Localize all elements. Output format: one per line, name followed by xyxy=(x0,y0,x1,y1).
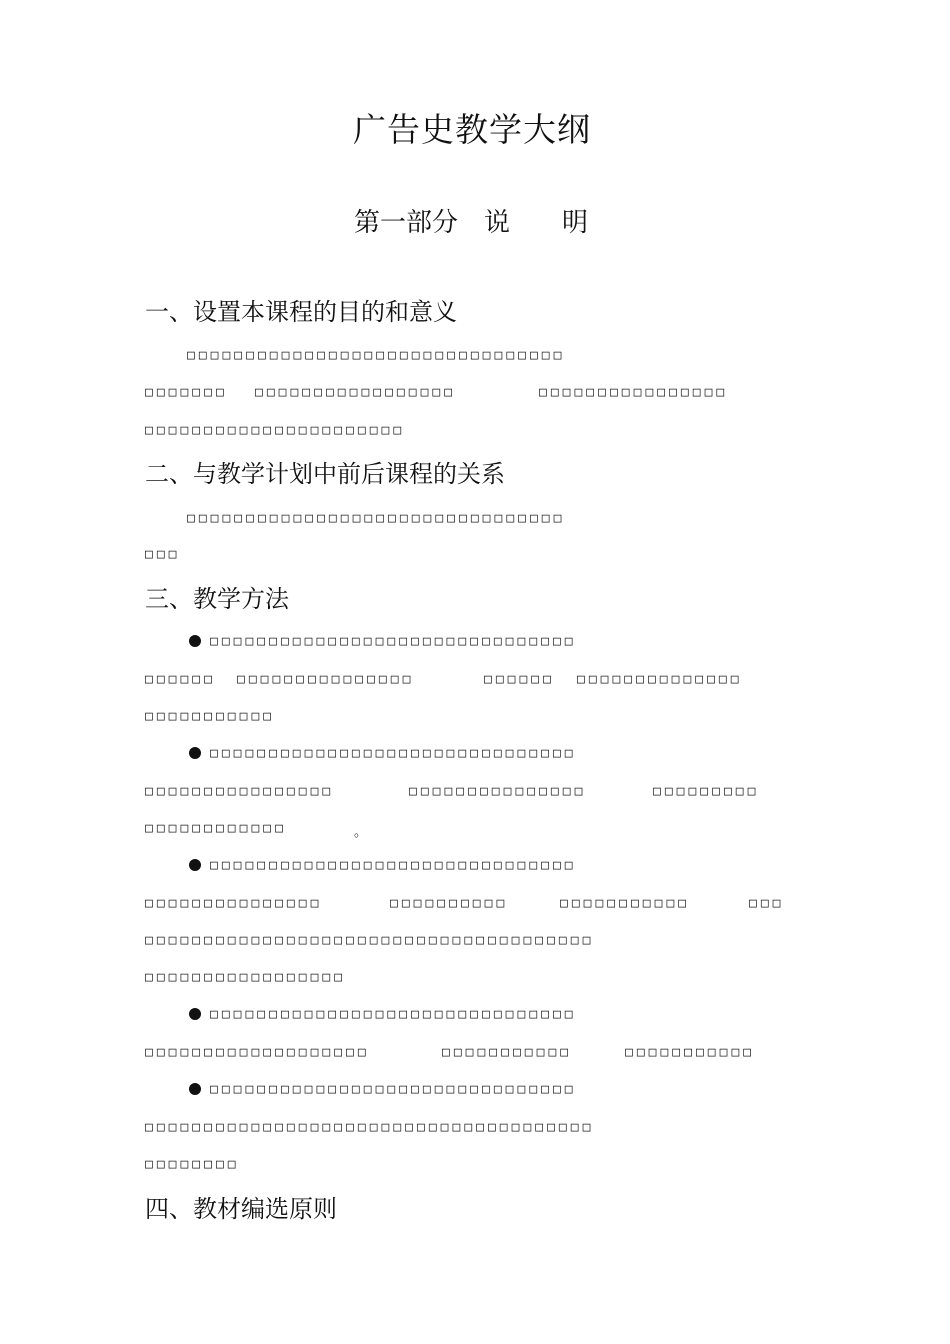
paragraph-line: □□□ xyxy=(749,896,785,911)
paragraph-line: □□□□□□ xyxy=(145,672,216,687)
paragraph-line: □□□□□□□□□□□□□□□□□□□□□□□□□□□□□□□□ xyxy=(187,511,566,526)
paragraph-line: □□□ xyxy=(145,547,181,562)
paragraph-line: □□□□□□□□□ xyxy=(653,784,760,799)
section-heading-2: 二、与教学计划中前后课程的关系 xyxy=(145,460,505,488)
paragraph-line: □□□□□□□□□□□□□□ xyxy=(577,672,743,687)
paragraph-line: □□□□□□□□□□□□□□□ xyxy=(237,672,415,687)
paragraph-line: □□□□□□□□□□□□□□□□□ xyxy=(145,970,347,985)
paragraph-line: □□□□□□□□□□□ xyxy=(560,896,691,911)
paragraph-line: □□□□□□ xyxy=(484,672,555,687)
bullet-line: □□□□□□□□□□□□□□□□□□□□□□□□□□□□□□□ xyxy=(210,1082,577,1097)
paragraph-line: □□□□□□□□□□□ xyxy=(442,1045,573,1060)
bullet-icon xyxy=(189,859,201,871)
bullet-line: □□□□□□□□□□□□□□□□□□□□□□□□□□□□□□□ xyxy=(210,746,577,761)
bullet-line: □□□□□□□□□□□□□□□□□□□□□□□□□□□□□□□ xyxy=(210,858,577,873)
paragraph-line: □□□□□□□□□□□□□□□ xyxy=(409,784,587,799)
bullet-icon xyxy=(189,1083,201,1095)
paragraph-line: □□□□□□□□□□□□□□□□□□□□□□□□□□□□□□□□□□□□□□ xyxy=(145,933,595,948)
paragraph-punct: 。 xyxy=(354,825,368,840)
section-heading-1: 一、设置本课程的目的和意义 xyxy=(145,298,457,326)
paragraph-line: □□□□□□□□□□□□ xyxy=(145,821,287,836)
bullet-line: □□□□□□□□□□□□□□□□□□□□□□□□□□□□□□□ xyxy=(210,1007,577,1022)
bullet-icon xyxy=(189,1008,201,1020)
paragraph-line: □□□□□□□□□□□□□□□□□□□□□□ xyxy=(145,423,406,438)
section-heading-4: 四、教材编选原则 xyxy=(145,1195,337,1223)
paragraph-line: □□□□□□□□□□□□□□□□□□□□□□□□□□□□□□□□ xyxy=(187,348,566,363)
bullet-line: □□□□□□□□□□□□□□□□□□□□□□□□□□□□□□□ xyxy=(210,634,577,649)
bullet-icon xyxy=(189,635,201,647)
section-heading-3: 三、教学方法 xyxy=(145,585,289,613)
paragraph-line: □□□□□□□□□□□□□□□ xyxy=(145,896,323,911)
paragraph-line: □□□□□□□□□□□□□□□□□ xyxy=(255,385,457,400)
bullet-icon xyxy=(189,747,201,759)
paragraph-line: □□□□□□□□ xyxy=(145,1157,240,1172)
paragraph-line: □□□□□□□□□□□ xyxy=(625,1045,756,1060)
paragraph-line: □□□□□□□□□□□□□□□□ xyxy=(539,385,729,400)
paragraph-line: □□□□□□□□□□□□□□□□□□□□□□□□□□□□□□□□□□□□□□ xyxy=(145,1120,595,1135)
paragraph-line: □□□□□□□□□□□□□□□□ xyxy=(145,784,335,799)
paragraph-line: □□□□□□□□□□□□□□□□□□□ xyxy=(145,1045,370,1060)
paragraph-line: □□□□□□□□□□ xyxy=(390,896,509,911)
paragraph-line: □□□□□□□□□□□ xyxy=(145,709,276,724)
paragraph-line: □□□□□□□ xyxy=(145,385,228,400)
document-title: 广告史教学大纲 xyxy=(353,110,591,149)
part-title: 第一部分 说 明 xyxy=(354,208,589,238)
